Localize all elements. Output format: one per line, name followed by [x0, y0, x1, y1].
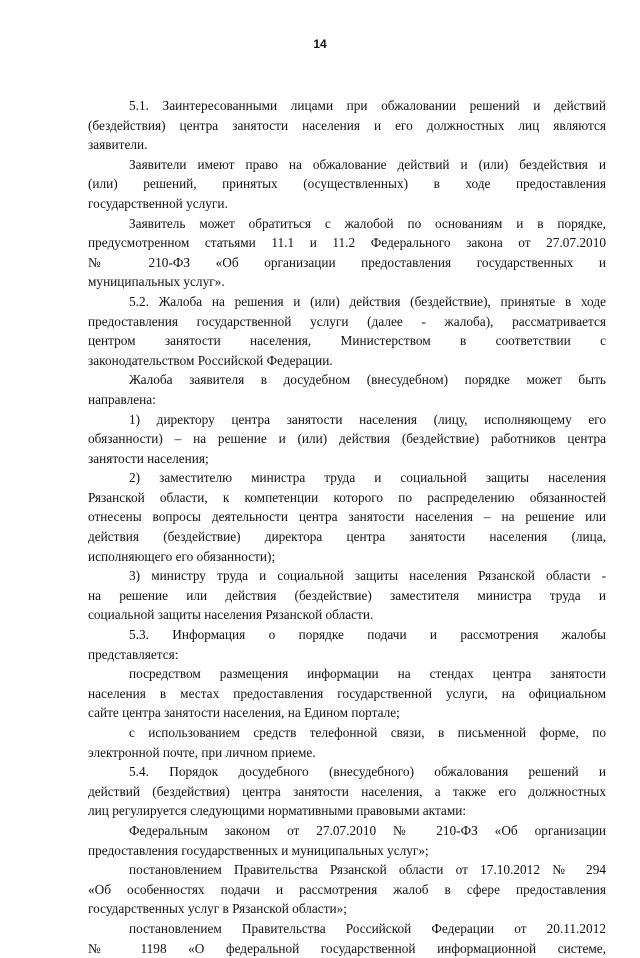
text-line: Заявитель может обратиться с жалобой по основаниям и в порядке, — [129, 215, 606, 231]
text-line: предоставления государственной услуги (далее - жалоба), рассматривается — [88, 313, 606, 329]
text-line: занятости населения; — [88, 450, 209, 466]
text-line: на решение или действия (бездействие) заместителя министра труда и — [88, 587, 606, 603]
text-line: предоставления государственных и муниципальных услуг»; — [88, 842, 429, 858]
text-line: предусмотренном статьями 11.1 и 11.2 Федерального закона от 27.07.2010 — [88, 235, 606, 251]
text-line: лиц регулируется следующими нормативными правовыми актами: — [88, 803, 467, 819]
text-line: 2) заместителю министра труда и социальной защиты населения — [129, 470, 606, 486]
text-line: отнесены вопросы деятельности центра занятости населения – на решение или — [88, 509, 606, 525]
text-line: государственной услуги. — [88, 195, 228, 211]
text-line: действий (бездействия) центра занятости населения, а также его должностных — [88, 783, 606, 799]
text-line: Рязанской области, к компетенции которого по распределению обязанностей — [88, 489, 606, 505]
text-line: Федеральным законом от 27.07.2010 № 210-ФЗ «Об организации — [129, 822, 606, 838]
text-line: муниципальных услуг». — [88, 274, 225, 290]
body-text — [88, 96, 606, 958]
text-line: 1) директору центра занятости населения (лицу, исполняющему его — [129, 411, 606, 427]
text-line: № 210-ФЗ «Об организации предоставления государственных и — [88, 254, 606, 270]
text-line: электронной почте, при личном приеме. — [88, 744, 316, 760]
text-line: 5.4. Порядок досудебного (внесудебного) обжалования решений и — [129, 764, 606, 780]
text-line: обязанности) – на решение и (или) действия (бездействие) работников центра — [88, 431, 606, 447]
text-line: с использованием средств телефонной связи, в письменной форме, по — [129, 725, 606, 740]
text-line: посредством размещения информации на стендах центра занятости — [129, 666, 606, 682]
text-line: Жалоба заявителя в досудебном (внесудебном) порядке может быть — [129, 372, 606, 388]
text-line: социальной защиты населения Рязанской области. — [88, 607, 374, 623]
text-line: «Об особенностях подачи и рассмотрения жалоб в сфере предоставления — [88, 881, 606, 897]
text-line: постановлением Правительства Российской Федерации от 20.11.2012 — [129, 920, 606, 936]
text-line: исполняющего его обязанности); — [88, 548, 276, 564]
text-line: (или) решений, принятых (осуществленных) в ходе предоставления — [88, 176, 606, 192]
text-line: (бездействия) центра занятости населения и его должностных лиц являются — [88, 117, 606, 133]
text-line: государственных услуг в Рязанской области»; — [88, 901, 347, 917]
text-line: центром занятости населения, Министерством в соответствии с — [88, 333, 606, 349]
text-line: 5.3. Информация о порядке подачи и рассмотрения жалобы — [129, 627, 606, 643]
page-number: 14 — [313, 37, 327, 51]
text-line: Заявители имеют право на обжалование действий и (или) бездействия и — [129, 156, 606, 172]
text-line: № 1198 «О федеральной государственной информационной системе, — [88, 940, 606, 956]
text-line: 3) министру труда и социальной защиты населения Рязанской области - — [129, 568, 606, 584]
text-line: направлена: — [88, 391, 156, 407]
text-line: сайте центра занятости населения, на Едином портале; — [88, 705, 400, 721]
text-line: 5.2. Жалоба на решения и (или) действия (бездействие), принятые в ходе — [129, 293, 606, 309]
text-line: законодательством Российской Федерации. — [88, 352, 333, 368]
text-line: постановлением Правительства Рязанской области от 17.10.2012 № 294 — [129, 862, 606, 878]
text-line: действия (бездействие) директора центра занятости населения (лица, — [88, 529, 606, 545]
text-line: 5.1. Заинтересованными лицами при обжаловании решений и действий — [129, 98, 606, 113]
text-line: представляется: — [88, 646, 179, 662]
text-line: заявители. — [88, 137, 148, 153]
text-line: населения в местах предоставления государственной услуги, на официальном — [88, 685, 606, 701]
